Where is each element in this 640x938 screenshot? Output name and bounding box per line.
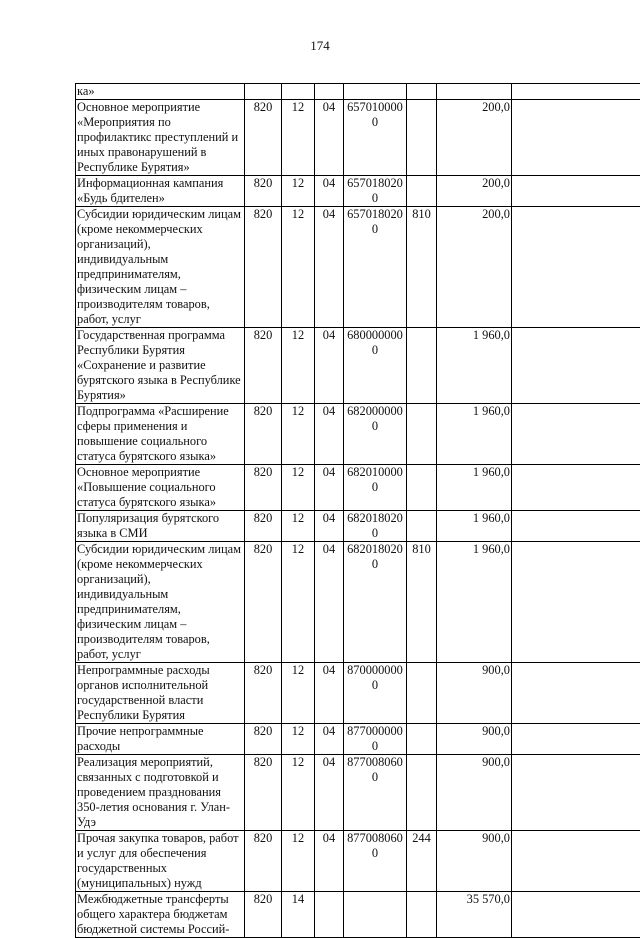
amount-cell: 1 960,0 — [437, 511, 512, 542]
subsection-cell: 04 — [315, 724, 344, 755]
extra-cell — [512, 892, 640, 938]
section-cell: 12 — [282, 663, 315, 724]
target-article-cell: 6570180200 — [344, 176, 407, 207]
subsection-cell: 04 — [315, 328, 344, 404]
section-cell: 12 — [282, 511, 315, 542]
extra-cell — [512, 465, 640, 511]
name-cell: Государственная программа Республики Бурятия «Сохранение и развитие бурятского языка в Республике Бурятия» — [76, 328, 245, 404]
target-article-cell: 6570180200 — [344, 207, 407, 328]
code-cell: 820 — [245, 207, 282, 328]
subsection-cell: 04 — [315, 100, 344, 176]
subsection-cell — [315, 84, 344, 100]
code-cell: 820 — [245, 663, 282, 724]
amount-cell: 200,0 — [437, 207, 512, 328]
section-cell: 12 — [282, 831, 315, 892]
target-article-cell — [344, 892, 407, 938]
table-row — [76, 84, 640, 100]
extra-cell — [512, 724, 640, 755]
subsection-cell: 04 — [315, 663, 344, 724]
table-row — [76, 724, 640, 755]
target-article-cell — [344, 84, 407, 100]
expense-type-cell: 810 — [407, 207, 437, 328]
code-cell: 820 — [245, 404, 282, 465]
expense-type-cell: 810 — [407, 542, 437, 663]
subsection-cell: 04 — [315, 207, 344, 328]
extra-cell — [512, 100, 640, 176]
target-article-cell: 6570100000 — [344, 100, 407, 176]
page-number: 174 — [0, 38, 640, 54]
expense-type-cell — [407, 176, 437, 207]
extra-cell — [512, 84, 640, 100]
subsection-cell: 04 — [315, 465, 344, 511]
extra-cell — [512, 755, 640, 831]
name-cell: Прочие непрограммные расходы — [76, 724, 245, 755]
extra-cell — [512, 542, 640, 663]
name-cell: Популяризация бурятского языка в СМИ — [76, 511, 245, 542]
section-cell: 12 — [282, 542, 315, 663]
section-cell: 14 — [282, 892, 315, 938]
name-cell: Реализация мероприятий, связанных с подготовкой и проведением празднования 350-летия основания г. Улан-Удэ — [76, 755, 245, 831]
extra-cell — [512, 663, 640, 724]
subsection-cell: 04 — [315, 542, 344, 663]
expense-type-cell — [407, 465, 437, 511]
expense-type-cell: 244 — [407, 831, 437, 892]
table-row — [76, 755, 640, 831]
target-article-cell: 8770000000 — [344, 724, 407, 755]
section-cell: 12 — [282, 207, 315, 328]
amount-cell: 1 960,0 — [437, 465, 512, 511]
name-cell: Межбюджетные трансферты общего характера бюджетам бюджетной системы Россий- — [76, 892, 245, 938]
table-row — [76, 892, 640, 938]
amount-cell: 35 570,0 — [437, 892, 512, 938]
expense-type-cell — [407, 755, 437, 831]
code-cell: 820 — [245, 724, 282, 755]
subsection-cell: 04 — [315, 511, 344, 542]
table-row — [76, 100, 640, 176]
name-cell: Основное мероприятие «Мероприятия по профилактикс преступлений и иных правонарушений в Республике Бурятия» — [76, 100, 245, 176]
code-cell: 820 — [245, 831, 282, 892]
name-cell: Субсидии юридическим лицам (кроме некоммерческих организаций), индивидуальным предпринимателям, физическим лицам – производителям товаров, работ, услуг — [76, 542, 245, 663]
table-row — [76, 176, 640, 207]
name-cell: Основное мероприятие «Повышение социального статуса бурятского языка» — [76, 465, 245, 511]
expense-type-cell — [407, 84, 437, 100]
table-row — [76, 542, 640, 663]
target-article-cell: 6820000000 — [344, 404, 407, 465]
code-cell: 820 — [245, 511, 282, 542]
name-cell: Информационная кампания «Будь бдителен» — [76, 176, 245, 207]
budget-table — [75, 83, 640, 938]
name-cell: Подпрограмма «Расширение сферы применения и повышение социального статуса бурятского языка» — [76, 404, 245, 465]
section-cell — [282, 84, 315, 100]
target-article-cell: 6820100000 — [344, 465, 407, 511]
subsection-cell: 04 — [315, 404, 344, 465]
name-cell: Непрограммные расходы органов исполнительной государственной власти Республики Бурятия — [76, 663, 245, 724]
section-cell: 12 — [282, 465, 315, 511]
amount-cell: 1 960,0 — [437, 542, 512, 663]
expense-type-cell — [407, 404, 437, 465]
expense-type-cell — [407, 892, 437, 938]
amount-cell: 900,0 — [437, 663, 512, 724]
extra-cell — [512, 207, 640, 328]
code-cell — [245, 84, 282, 100]
amount-cell: 900,0 — [437, 831, 512, 892]
amount-cell: 200,0 — [437, 176, 512, 207]
extra-cell — [512, 511, 640, 542]
code-cell: 820 — [245, 755, 282, 831]
section-cell: 12 — [282, 176, 315, 207]
table-row — [76, 511, 640, 542]
extra-cell — [512, 176, 640, 207]
amount-cell: 200,0 — [437, 100, 512, 176]
code-cell: 820 — [245, 176, 282, 207]
extra-cell — [512, 404, 640, 465]
section-cell: 12 — [282, 100, 315, 176]
subsection-cell: 04 — [315, 831, 344, 892]
target-article-cell: 8700000000 — [344, 663, 407, 724]
extra-cell — [512, 831, 640, 892]
expense-type-cell — [407, 511, 437, 542]
target-article-cell: 8770080600 — [344, 755, 407, 831]
target-article-cell: 6800000000 — [344, 328, 407, 404]
table-row — [76, 663, 640, 724]
table-row — [76, 328, 640, 404]
expense-type-cell — [407, 100, 437, 176]
section-cell: 12 — [282, 328, 315, 404]
amount-cell: 1 960,0 — [437, 328, 512, 404]
expense-type-cell — [407, 328, 437, 404]
name-cell: Прочая закупка товаров, работ и услуг для обеспечения государственных (муниципальных) нужд — [76, 831, 245, 892]
amount-cell: 900,0 — [437, 724, 512, 755]
amount-cell: 1 960,0 — [437, 404, 512, 465]
target-article-cell: 6820180200 — [344, 511, 407, 542]
expense-type-cell — [407, 724, 437, 755]
amount-cell — [437, 84, 512, 100]
amount-cell: 900,0 — [437, 755, 512, 831]
table-row — [76, 465, 640, 511]
code-cell: 820 — [245, 542, 282, 663]
name-cell: ка» — [76, 84, 245, 100]
table-row — [76, 404, 640, 465]
extra-cell — [512, 328, 640, 404]
code-cell: 820 — [245, 465, 282, 511]
table-row — [76, 831, 640, 892]
expense-type-cell — [407, 663, 437, 724]
subsection-cell — [315, 892, 344, 938]
name-cell: Субсидии юридическим лицам (кроме некоммерческих организаций), индивидуальным предпринимателям, физическим лицам – производителям товаров, работ, услуг — [76, 207, 245, 328]
target-article-cell: 6820180200 — [344, 542, 407, 663]
code-cell: 820 — [245, 892, 282, 938]
subsection-cell: 04 — [315, 755, 344, 831]
table-row — [76, 207, 640, 328]
target-article-cell: 8770080600 — [344, 831, 407, 892]
section-cell: 12 — [282, 755, 315, 831]
subsection-cell: 04 — [315, 176, 344, 207]
code-cell: 820 — [245, 100, 282, 176]
section-cell: 12 — [282, 724, 315, 755]
section-cell: 12 — [282, 404, 315, 465]
code-cell: 820 — [245, 328, 282, 404]
